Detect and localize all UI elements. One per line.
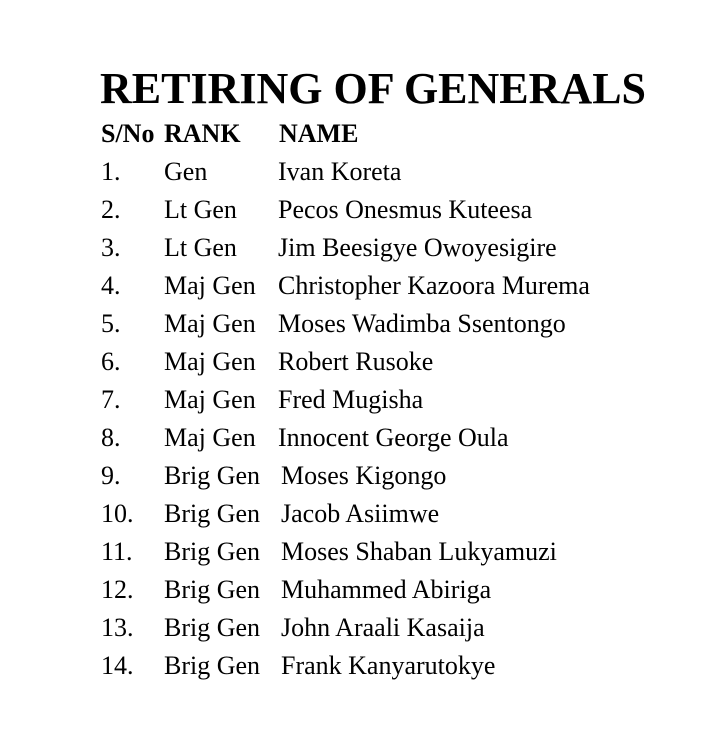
- row-rank: Brig Gen: [164, 461, 261, 490]
- row-rank: Lt Gen: [164, 233, 237, 262]
- row-name: Innocent George Oula: [278, 423, 509, 452]
- row-rank: Maj Gen: [164, 347, 256, 376]
- row-rank: Brig Gen: [164, 613, 261, 642]
- table-header: [0, 115, 720, 153]
- table-row: [0, 419, 720, 457]
- table-row: [0, 153, 720, 191]
- row-rank: Maj Gen: [164, 423, 256, 452]
- row-sn: 4.: [101, 271, 121, 300]
- table-row: [0, 343, 720, 381]
- row-name: Fred Mugisha: [278, 385, 424, 414]
- table-row: [0, 533, 720, 571]
- row-rank: Brig Gen: [164, 499, 261, 528]
- row-sn: 14.: [101, 651, 134, 680]
- row-rank: Maj Gen: [164, 271, 256, 300]
- table-row: [0, 305, 720, 343]
- table-row: [0, 609, 720, 647]
- row-sn: 13.: [101, 613, 134, 642]
- row-rank: Gen: [164, 157, 208, 186]
- row-sn: 1.: [101, 157, 121, 186]
- row-name: Muhammed Abiriga: [281, 575, 492, 604]
- row-name: Ivan Koreta: [278, 157, 402, 186]
- row-sn: 3.: [101, 233, 121, 262]
- row-name: Christopher Kazoora Murema: [278, 271, 590, 300]
- row-name: John Araali Kasaija: [281, 613, 485, 642]
- row-name: Moses Kigongo: [281, 461, 447, 490]
- table-row: [0, 381, 720, 419]
- header-name: NAME: [279, 119, 359, 148]
- row-rank: Brig Gen: [164, 651, 261, 680]
- row-sn: 8.: [101, 423, 121, 452]
- table-row: [0, 647, 720, 685]
- row-name: Moses Shaban Lukyamuzi: [281, 537, 557, 566]
- row-sn: 10.: [101, 499, 134, 528]
- row-name: Pecos Onesmus Kuteesa: [278, 195, 533, 224]
- table-row: [0, 457, 720, 495]
- row-rank: Brig Gen: [164, 575, 261, 604]
- header-rank: RANK: [164, 119, 241, 148]
- document-title: RETIRING OF GENERALS: [100, 64, 647, 113]
- row-sn: 11.: [101, 537, 133, 566]
- table-row: [0, 495, 720, 533]
- row-sn: 9.: [101, 461, 121, 490]
- header-sn: S/No: [101, 119, 155, 148]
- row-sn: 6.: [101, 347, 121, 376]
- row-name: Frank Kanyarutokye: [281, 651, 496, 680]
- row-name: Jacob Asiimwe: [281, 499, 440, 528]
- table-row: [0, 229, 720, 267]
- row-rank: Brig Gen: [164, 537, 261, 566]
- row-sn: 12.: [101, 575, 134, 604]
- row-rank: Maj Gen: [164, 309, 256, 338]
- row-rank: Maj Gen: [164, 385, 256, 414]
- table-row: [0, 267, 720, 305]
- row-name: Robert Rusoke: [278, 347, 434, 376]
- row-name: Jim Beesigye Owoyesigire: [278, 233, 557, 262]
- row-sn: 2.: [101, 195, 121, 224]
- table-row: [0, 571, 720, 609]
- row-sn: 5.: [101, 309, 121, 338]
- row-name: Moses Wadimba Ssentongo: [278, 309, 566, 338]
- row-sn: 7.: [101, 385, 121, 414]
- table-row: [0, 191, 720, 229]
- row-rank: Lt Gen: [164, 195, 237, 224]
